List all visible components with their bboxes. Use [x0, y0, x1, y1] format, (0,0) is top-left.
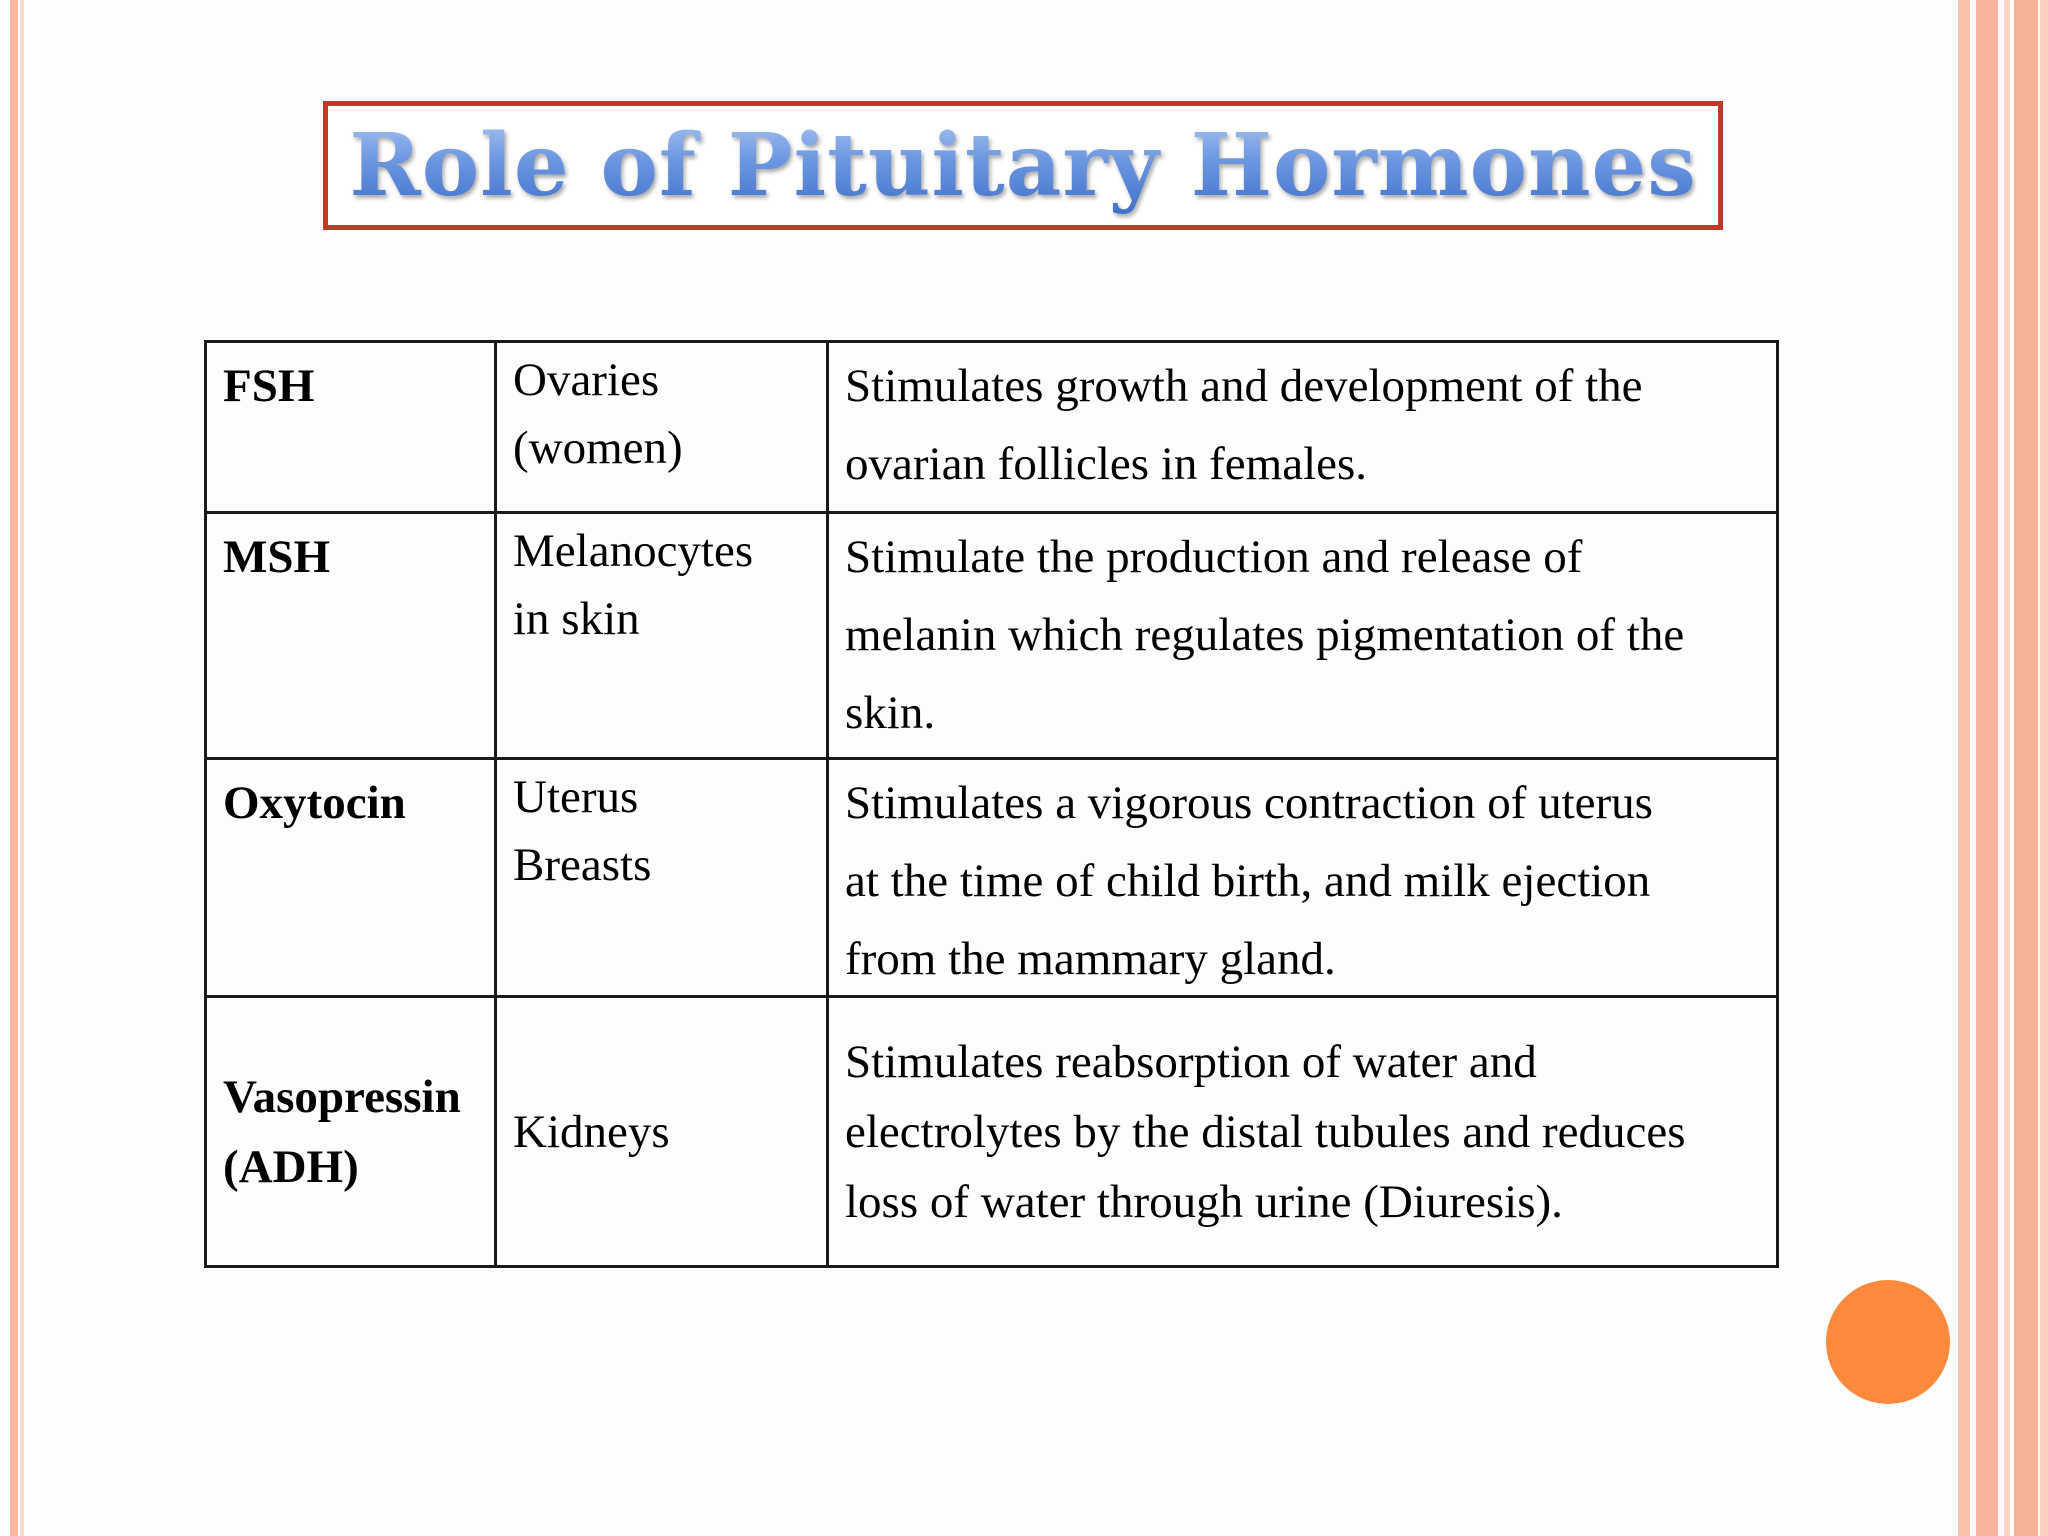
target-cell [496, 513, 828, 759]
hormone-name: (ADH) [223, 1140, 359, 1193]
function-line: Stimulate the production and release of [845, 531, 1583, 583]
table-row [206, 759, 1778, 997]
table-row [206, 513, 1778, 759]
function-cell [828, 759, 1778, 997]
target-line: Breasts [513, 839, 652, 891]
target-cell [496, 759, 828, 997]
target-line: in skin [513, 593, 640, 645]
hormone-name: FSH [223, 360, 315, 412]
hormone-name: Oxytocin [223, 777, 406, 829]
table-row [206, 342, 1778, 513]
hormone-table [204, 340, 1779, 1268]
hormone-cell [206, 513, 496, 759]
function-cell [828, 513, 1778, 759]
decorative-orange-circle [1826, 1280, 1950, 1404]
target-line: Melanocytes [513, 525, 754, 577]
function-line: loss of water through urine (Diuresis). [845, 1175, 1563, 1228]
target-cell [496, 997, 828, 1267]
right-decorative-stripe [1976, 0, 1998, 1536]
hormone-cell [206, 997, 496, 1267]
table-row [206, 997, 1778, 1267]
function-line: from the mammary gland. [845, 933, 1336, 985]
function-line: at the time of child birth, and milk ejection [845, 855, 1651, 907]
title-box [323, 101, 1723, 230]
target-line: Uterus [513, 771, 639, 823]
function-line: skin. [845, 687, 936, 739]
target-line: Ovaries [513, 354, 660, 406]
target-line: (women) [513, 422, 683, 474]
slide-title: Role of Pituitary Hormones [349, 115, 1697, 216]
left-decorative-stripe-thin [20, 0, 24, 1536]
function-line: melanin which regulates pigmentation of the [845, 609, 1685, 661]
hormone-name: MSH [223, 531, 331, 583]
right-decorative-stripe [1958, 0, 1970, 1536]
right-decorative-stripe [2004, 0, 2010, 1536]
right-decorative-stripe [2014, 0, 2038, 1536]
right-decorative-stripe [2040, 0, 2048, 1536]
function-cell [828, 997, 1778, 1267]
target-cell [496, 342, 828, 513]
function-line: Stimulates reabsorption of water and [845, 1035, 1537, 1088]
hormone-cell [206, 759, 496, 997]
left-decorative-stripe [10, 0, 18, 1536]
function-line: electrolytes by the distal tubules and reduces [845, 1105, 1686, 1158]
function-line: Stimulates growth and development of the [845, 360, 1643, 412]
function-line: ovarian follicles in females. [845, 438, 1368, 490]
function-cell [828, 342, 1778, 513]
hormone-cell [206, 342, 496, 513]
function-line: Stimulates a vigorous contraction of uterus [845, 777, 1653, 829]
hormone-name: Vasopressin [223, 1070, 461, 1123]
target-line: Kidneys [513, 1105, 670, 1158]
